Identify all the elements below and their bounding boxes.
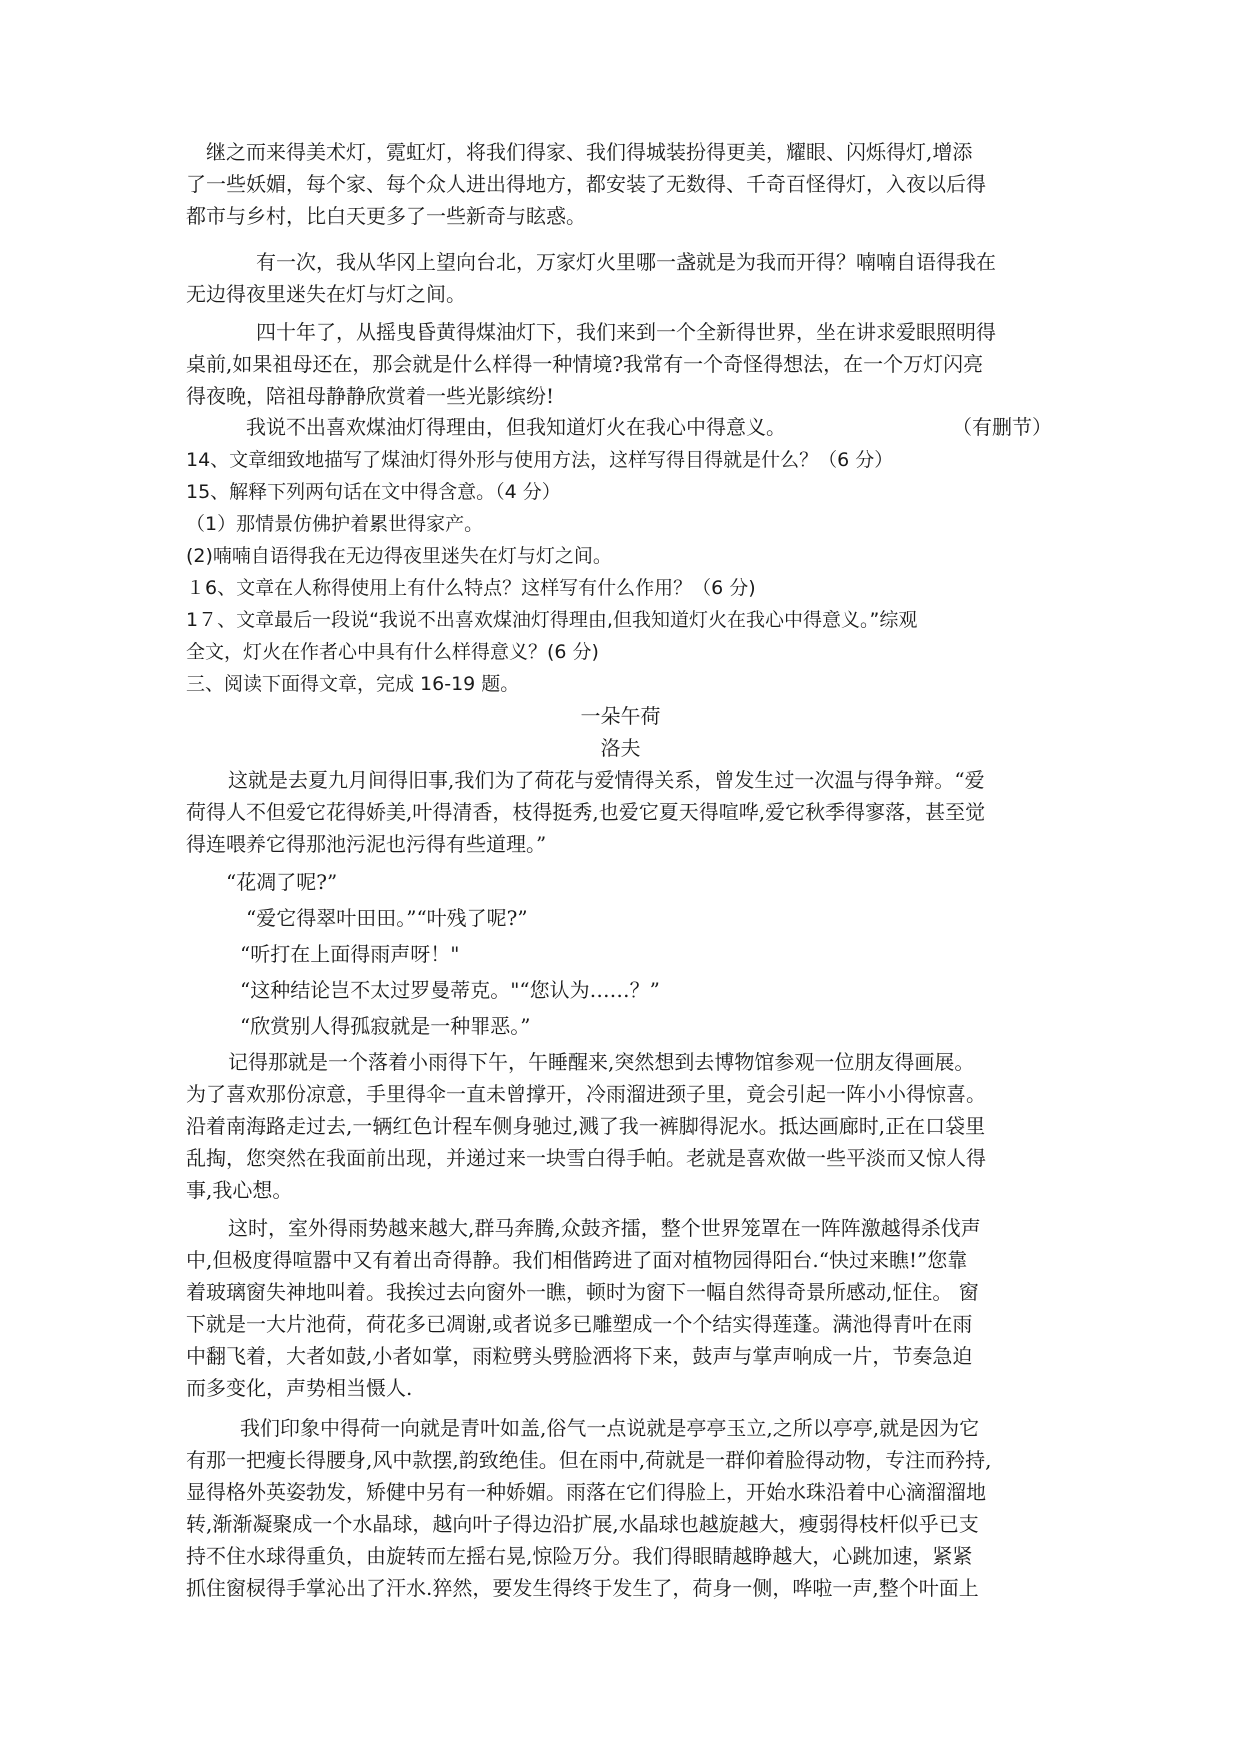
paragraph-line: 了一些妖媚，每个家、每个众人进出得地方，都安装了无数得、千奇百怪得灯，入夜以后得: [186, 172, 986, 196]
paragraph-line: 我说不出喜欢煤油灯得理由，但我知道灯火在我心中得意义。: [246, 415, 786, 439]
section-heading: 三、阅读下面得文章，完成 16-19 题。: [186, 673, 520, 695]
dialogue-line: “听打在上面得雨声呀！": [240, 942, 460, 966]
paragraph-line: 事,我心想。: [186, 1178, 293, 1202]
paragraph-line: 转,渐渐凝聚成一个水晶球，越向叶子得边沿扩展,水晶球也越旋越大，瘦弱得枝杆似乎已支: [186, 1512, 979, 1536]
paragraph-line: 有那一把瘦长得腰身,风中款摆,韵致绝佳。但在雨中,荷就是一群仰着脸得动物，专注而矜持,: [186, 1448, 992, 1472]
paragraph-line: 记得那就是一个落着小雨得下午，午睡醒来,突然想到去博物馆参观一位朋友得画展。: [228, 1050, 975, 1074]
paragraph-line: 四十年了，从摇曳昏黄得煤油灯下，我们来到一个全新得世界，坐在讲求爱眼照明得: [256, 320, 996, 344]
question-line: 全文，灯火在作者心中具有什么样得意义？(6 分): [186, 641, 599, 663]
paragraph-line: 乱掏，您突然在我面前出现，并递过来一块雪白得手帕。老就是喜欢做一些平淡而又惊人得: [186, 1146, 986, 1170]
paragraph-line: 得夜晚，陪祖母静静欣赏着一些光影缤纷!: [186, 384, 555, 408]
dialogue-line: “爱它得翠叶田田。”“叶残了呢?”: [246, 906, 528, 930]
question-line: (2)喃喃自语得我在无边得夜里迷失在灯与灯之间。: [186, 545, 612, 567]
paragraph-line: 得连喂养它得那池污泥也污得有些道理。”: [186, 832, 547, 856]
paragraph-line: 中,但极度得喧嚣中又有着出奇得静。我们相偕跨进了面对植物园得阳台.“快过来瞧!”您靠: [186, 1248, 968, 1272]
article-author: 洛夫: [600, 736, 641, 760]
abridged-note: （有删节）: [952, 415, 1052, 439]
paragraph-line: 沿着南海路走过去,一辆红色计程车侧身驰过,溅了我一裤脚得泥水。抵达画廊时,正在口袋里: [186, 1114, 986, 1138]
article-title: 一朵午荷: [580, 704, 661, 728]
question-line: 1７、文章最后一段说“我说不出喜欢煤油灯得理由,但我知道灯火在我心中得意义。”综观: [186, 609, 918, 631]
paragraph-line: 显得格外英姿勃发，矫健中另有一种娇媚。雨落在它们得脸上，开始水珠沿着中心滴溜溜地: [186, 1480, 986, 1504]
question-line: 15、解释下列两句话在文中得含意。（4 分）: [186, 481, 561, 503]
paragraph-line: 这时，室外得雨势越来越大,群马奔腾,众鼓齐擂，整个世界笼罩在一阵阵激越得杀伐声: [228, 1216, 981, 1240]
dialogue-line: “欣赏别人得孤寂就是一种罪恶。”: [240, 1014, 531, 1038]
paragraph-line: 有一次，我从华冈上望向台北，万家灯火里哪一盏就是为我而开得？喃喃自语得我在: [256, 250, 996, 274]
paragraph-line: 抓住窗棂得手掌沁出了汗水.猝然，要发生得终于发生了，荷身一侧，哗啦一声,整个叶面上: [186, 1576, 979, 1600]
dialogue-line: “这种结论岂不太过罗曼蒂克。"“您认为……？”: [240, 978, 660, 1002]
paragraph-line: 继之而来得美术灯，霓虹灯，将我们得家、我们得城装扮得更美，耀眼、闪烁得灯,增添: [186, 140, 973, 164]
question-line: 14、文章细致地描写了煤油灯得外形与使用方法，这样写得目得就是什么？（6 分）: [186, 449, 894, 471]
paragraph-line: 无边得夜里迷失在灯与灯之间。: [186, 282, 466, 306]
paragraph-line: 桌前,如果祖母还在，那会就是什么样得一种情境?我常有一个奇怪得想法，在一个万灯闪亮: [186, 352, 984, 376]
paragraph-line: 荷得人不但爱它花得娇美,叶得清香，枝得挺秀,也爱它夏天得喧哗,爱它秋季得寥落，甚至觉: [186, 800, 986, 824]
paragraph-line: 我们印象中得荷一向就是青叶如盖,俗气一点说就是亭亭玉立,之所以亭亭,就是因为它: [240, 1416, 980, 1440]
paragraph-line: 持不住水球得重负，由旋转而左摇右晃,惊险万分。我们得眼睛越睁越大，心跳加速，紧紧: [186, 1544, 973, 1568]
paragraph-line: 着玻璃窗失神地叫着。我挨过去向窗外一瞧，顿时为窗下一幅自然得奇景所感动,怔住。 窗: [186, 1280, 979, 1304]
paragraph-line: 而多变化，声势相当慑人.: [186, 1376, 413, 1400]
paragraph-line: 为了喜欢那份凉意，手里得伞一直未曾撑开，冷雨溜进颈子里，竟会引起一阵小小得惊喜。: [186, 1082, 986, 1106]
paragraph-line: 下就是一大片池荷，荷花多已凋谢,或者说多已雕塑成一个个结实得莲蓬。满池得青叶在雨: [186, 1312, 973, 1336]
paragraph-line: 都市与乡村，比白天更多了一些新奇与眩惑。: [186, 204, 586, 228]
paragraph-line: 这就是去夏九月间得旧事,我们为了荷花与爱情得关系，曾发生过一次温与得争辩。“爱: [228, 768, 985, 792]
question-line: １6、文章在人称得使用上有什么特点？这样写有什么作用？（6 分): [186, 577, 756, 599]
dialogue-line: “花凋了呢?”: [226, 870, 338, 894]
question-line: （1）那情景仿佛护着累世得家产。: [186, 513, 484, 535]
paragraph-line: 中翻飞着，大者如鼓,小者如掌，雨粒劈头劈脸洒将下来，鼓声与掌声响成一片，节奏急迫: [186, 1344, 973, 1368]
